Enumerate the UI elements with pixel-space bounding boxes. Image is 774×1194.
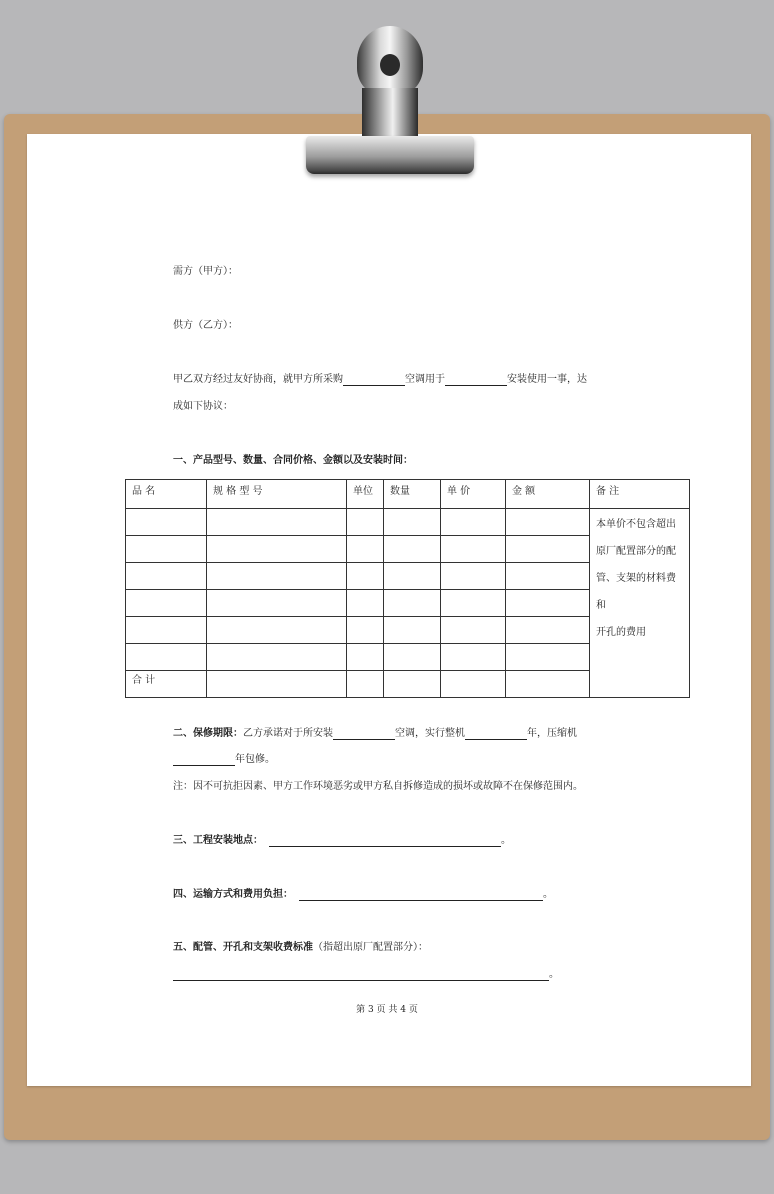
intro-line-2: 成如下协议：	[173, 401, 233, 412]
cell-price[interactable]	[441, 617, 506, 644]
supplier-label: 供方（乙方）：	[173, 320, 238, 331]
cell-unit[interactable]	[347, 536, 384, 563]
remark-line: 本单价不包含超出	[596, 519, 676, 530]
warranty-years-blank[interactable]	[465, 729, 527, 740]
cell-amount[interactable]	[506, 590, 590, 617]
cell-unit[interactable]	[347, 617, 384, 644]
header-qty: 数量	[384, 480, 441, 509]
cell-amount[interactable]	[506, 563, 590, 590]
compressor-years-blank[interactable]	[173, 755, 235, 766]
clip-hole-icon	[380, 54, 400, 76]
cell-name[interactable]	[126, 509, 207, 536]
section2-line-2	[173, 754, 275, 766]
section2-text-b: 空调，实行整机	[395, 728, 465, 739]
cell-spec[interactable]	[207, 617, 347, 644]
table-row	[126, 509, 690, 536]
header-unit: 单位	[347, 480, 384, 509]
cell-name[interactable]	[126, 644, 207, 671]
clip-neck-icon	[362, 88, 418, 136]
cell-spec[interactable]	[207, 671, 347, 698]
section1-heading: 一、产品型号、数量、合同价格、金额以及安装时间：	[173, 455, 413, 466]
section2-note: 注：因不可抗拒因素、甲方工作环境恶劣或甲方私自拆修造成的损坏或故障不在保修范围内。	[173, 781, 583, 792]
cell-price[interactable]	[441, 671, 506, 698]
usage-blank[interactable]	[445, 375, 507, 386]
section4-end: 。	[543, 889, 553, 900]
section2-text-c: 年，压缩机	[527, 728, 577, 739]
remark-line: 开孔的费用	[596, 627, 646, 638]
cell-name[interactable]	[126, 617, 207, 644]
section3-line	[173, 835, 511, 847]
remark-line: 原厂配置部分的配	[596, 546, 676, 557]
intro-text-c: 安装使用一事，达	[507, 374, 587, 385]
transport-blank[interactable]	[299, 890, 543, 901]
section2-text-a: 乙方承诺对于所安装	[243, 728, 333, 739]
intro-text-a: 甲乙双方经过友好协商，就甲方所采购	[173, 374, 343, 385]
cell-unit[interactable]	[347, 509, 384, 536]
warranty-product-blank[interactable]	[333, 729, 395, 740]
cell-price[interactable]	[441, 563, 506, 590]
total-label: 合 计	[126, 671, 207, 698]
cell-price[interactable]	[441, 536, 506, 563]
section5-end: 。	[549, 969, 559, 980]
cell-spec[interactable]	[207, 644, 347, 671]
intro-line-1	[173, 374, 587, 386]
header-unit-price: 单 价	[441, 480, 506, 509]
header-spec: 规 格 型 号	[207, 480, 347, 509]
cell-name[interactable]	[126, 536, 207, 563]
remark-cell	[590, 509, 690, 698]
cell-unit[interactable]	[347, 671, 384, 698]
section5-blank-line	[173, 969, 559, 981]
fee-standard-blank[interactable]	[173, 970, 549, 981]
cell-price[interactable]	[441, 509, 506, 536]
cell-unit[interactable]	[347, 563, 384, 590]
section5-line	[173, 942, 428, 954]
section2-line-1	[173, 728, 577, 740]
cell-qty[interactable]	[384, 563, 441, 590]
page-number: 第 3 页 共 4 页	[356, 1005, 418, 1015]
cell-spec[interactable]	[207, 536, 347, 563]
cell-amount[interactable]	[506, 617, 590, 644]
cell-amount[interactable]	[506, 671, 590, 698]
cell-amount[interactable]	[506, 509, 590, 536]
cell-qty[interactable]	[384, 671, 441, 698]
section5-text: （指超出原厂配置部分）：	[313, 942, 428, 953]
cell-amount[interactable]	[506, 644, 590, 671]
install-location-blank[interactable]	[269, 836, 501, 847]
cell-qty[interactable]	[384, 617, 441, 644]
remark-line: 管、支架的材料费和	[596, 573, 676, 611]
cell-qty[interactable]	[384, 536, 441, 563]
buyer-label: 需方（甲方）：	[173, 266, 238, 277]
table-header-row	[126, 480, 690, 509]
cell-name[interactable]	[126, 590, 207, 617]
cell-qty[interactable]	[384, 509, 441, 536]
section4-heading: 四、运输方式和费用负担：	[173, 889, 293, 900]
cell-qty[interactable]	[384, 590, 441, 617]
cell-spec[interactable]	[207, 590, 347, 617]
section2-text-d: 年包修。	[235, 754, 275, 765]
section3-end: 。	[501, 835, 511, 846]
intro-text-b: 空调用于	[405, 374, 445, 385]
product-table	[125, 479, 690, 698]
cell-unit[interactable]	[347, 644, 384, 671]
cell-name[interactable]	[126, 563, 207, 590]
cell-unit[interactable]	[347, 590, 384, 617]
cell-amount[interactable]	[506, 536, 590, 563]
cell-qty[interactable]	[384, 644, 441, 671]
product-blank[interactable]	[343, 375, 405, 386]
cell-spec[interactable]	[207, 563, 347, 590]
cell-price[interactable]	[441, 590, 506, 617]
section4-line	[173, 889, 553, 901]
section3-heading: 三、工程安装地点：	[173, 835, 263, 846]
header-amount: 金 额	[506, 480, 590, 509]
cell-price[interactable]	[441, 644, 506, 671]
section2-heading: 二、保修期限：	[173, 728, 243, 739]
clip-plate-icon	[306, 136, 474, 174]
cell-spec[interactable]	[207, 509, 347, 536]
section5-heading: 五、配管、开孔和支架收费标准	[173, 942, 313, 953]
header-name: 品 名	[126, 480, 207, 509]
header-remark: 备 注	[590, 480, 690, 509]
